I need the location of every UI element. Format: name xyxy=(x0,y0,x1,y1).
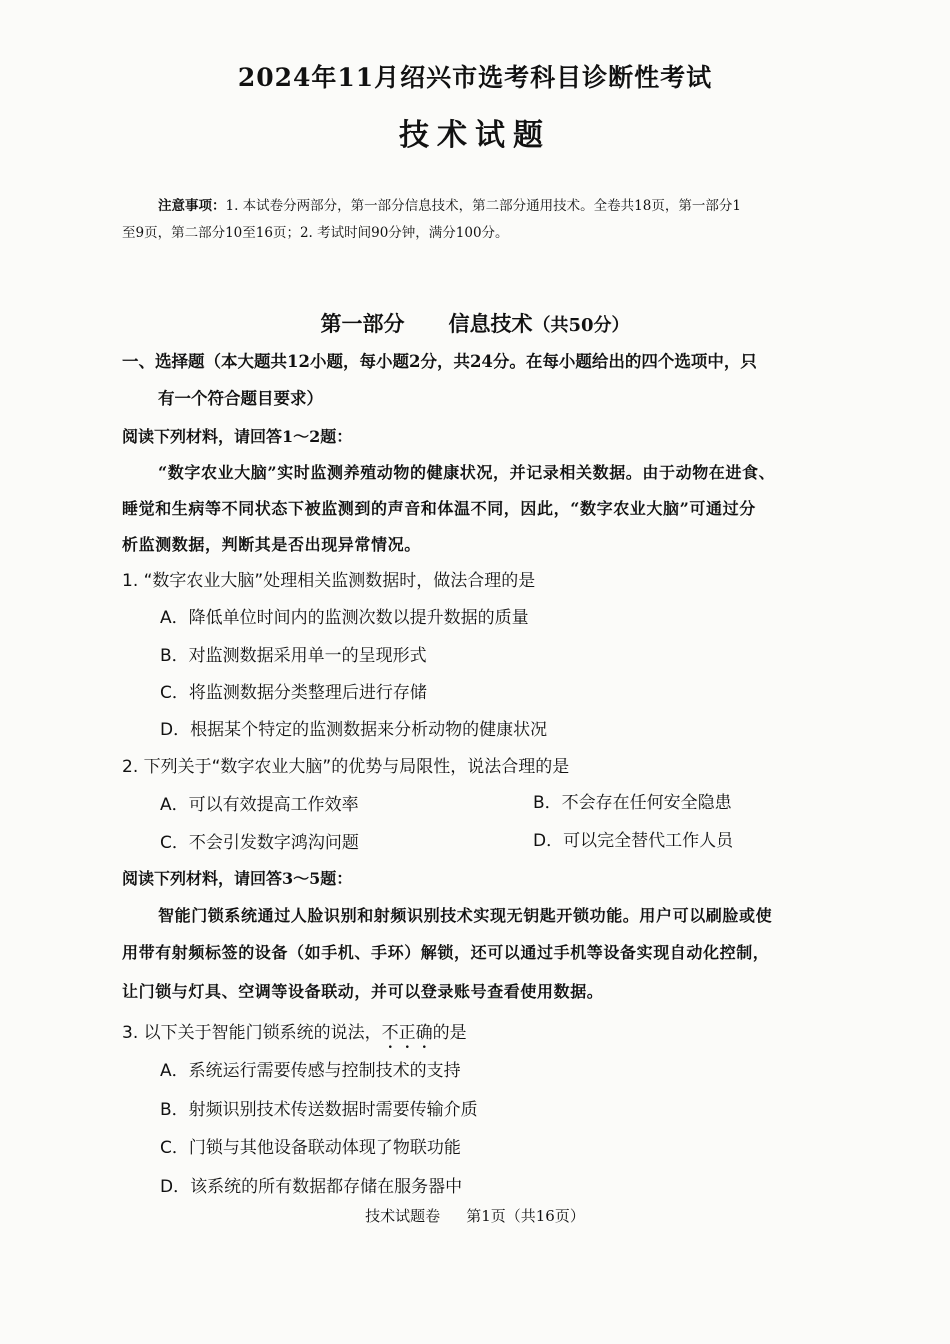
notice-text-1: 1. 本试卷分两部分，第一部分信息技术，第二部分通用技术。全卷共18页，第一部分1 xyxy=(225,198,741,214)
question-1-option-d: D．根据某个特定的监测数据来分析动物的健康状况 xyxy=(160,720,548,740)
notice-line-2: 至9页，第二部分10至16页；2. 考试时间90分钟，满分100分。 xyxy=(122,225,509,241)
question-3-option-d: D．该系统的所有数据都存储在服务器中 xyxy=(160,1177,463,1197)
material-1-intro: 阅读下列材料，请回答1～2题： xyxy=(122,427,353,446)
part-heading xyxy=(0,308,950,338)
section-heading-line-2: 有一个符合题目要求） xyxy=(158,389,323,408)
footer-page-number: 第1页（共16页） xyxy=(466,1207,585,1225)
question-3-stem xyxy=(122,1018,467,1053)
exam-subtitle: 技术试题 xyxy=(399,118,551,153)
material-2-intro: 阅读下列材料，请回答3～5题： xyxy=(122,869,353,888)
exam-title: 2024年11月绍兴市选考科目诊断性考试 xyxy=(237,63,713,92)
part-points: （共50分） xyxy=(532,315,630,336)
section-heading-line-1: 一、选择题（本大题共12小题，每小题2分，共24分。在每小题给出的四个选项中，只 xyxy=(122,352,757,371)
question-2-option-c: C．不会引发数字鸿沟问题 xyxy=(160,833,359,853)
material-1-line-2: 睡觉和生病等不同状态下被监测到的声音和体温不同，因此，“数字农业大脑”可通过分 xyxy=(122,499,756,518)
question-1-option-b: B．对监测数据采用单一的呈现形式 xyxy=(160,646,427,666)
question-1-stem: 1. “数字农业大脑”处理相关监测数据时，做法合理的是 xyxy=(122,571,536,591)
question-2-option-a: A．可以有效提高工作效率 xyxy=(160,795,359,815)
material-2-line-2: 用带有射频标签的设备（如手机、手环）解锁，还可以通过手机等设备实现自动化控制， xyxy=(122,943,770,962)
part-name: 第一部分 xyxy=(320,311,405,336)
material-2-line-3: 让门锁与灯具、空调等设备联动，并可以登录账号查看使用数据。 xyxy=(122,982,604,1001)
question-1-option-a: A．降低单位时间内的监测次数以提升数据的质量 xyxy=(160,608,529,628)
page-footer xyxy=(0,1205,950,1226)
question-2-option-d: D．可以完全替代工作人员 xyxy=(533,831,734,851)
question-3-option-c: C．门锁与其他设备联动体现了物联功能 xyxy=(160,1138,461,1158)
question-2-option-b: B．不会存在任何安全隐患 xyxy=(533,793,732,813)
notice-label: 注意事项： xyxy=(158,198,226,214)
question-1-option-c: C．将监测数据分类整理后进行存储 xyxy=(160,683,427,703)
material-2-line-1: 智能门锁系统通过人脸识别和射频识别技术实现无钥匙开锁功能。用户可以刷脸或使 xyxy=(158,906,773,925)
question-3-stem-pre: 3. 以下关于智能门锁系统的说法， xyxy=(122,1023,382,1043)
question-3-option-b: B．射频识别技术传送数据时需要传输介质 xyxy=(160,1100,478,1120)
material-1-line-3: 析监测数据，判断其是否出现异常情况。 xyxy=(122,535,421,554)
question-3-option-a: A．系统运行需要传感与控制技术的支持 xyxy=(160,1061,461,1081)
part-subject: 信息技术 xyxy=(448,311,533,336)
footer-doc-name: 技术试题卷 xyxy=(365,1207,441,1225)
question-3-stem-emphasis: 不正确 xyxy=(381,1023,433,1043)
question-3-stem-post: 的是 xyxy=(432,1023,467,1043)
notice-line-1 xyxy=(158,194,741,214)
question-2-stem: 2. 下列关于“数字农业大脑”的优势与局限性，说法合理的是 xyxy=(122,757,570,777)
material-1-line-1: “数字农业大脑”实时监测养殖动物的健康状况，并记录相关数据。由于动物在进食、 xyxy=(158,463,776,482)
